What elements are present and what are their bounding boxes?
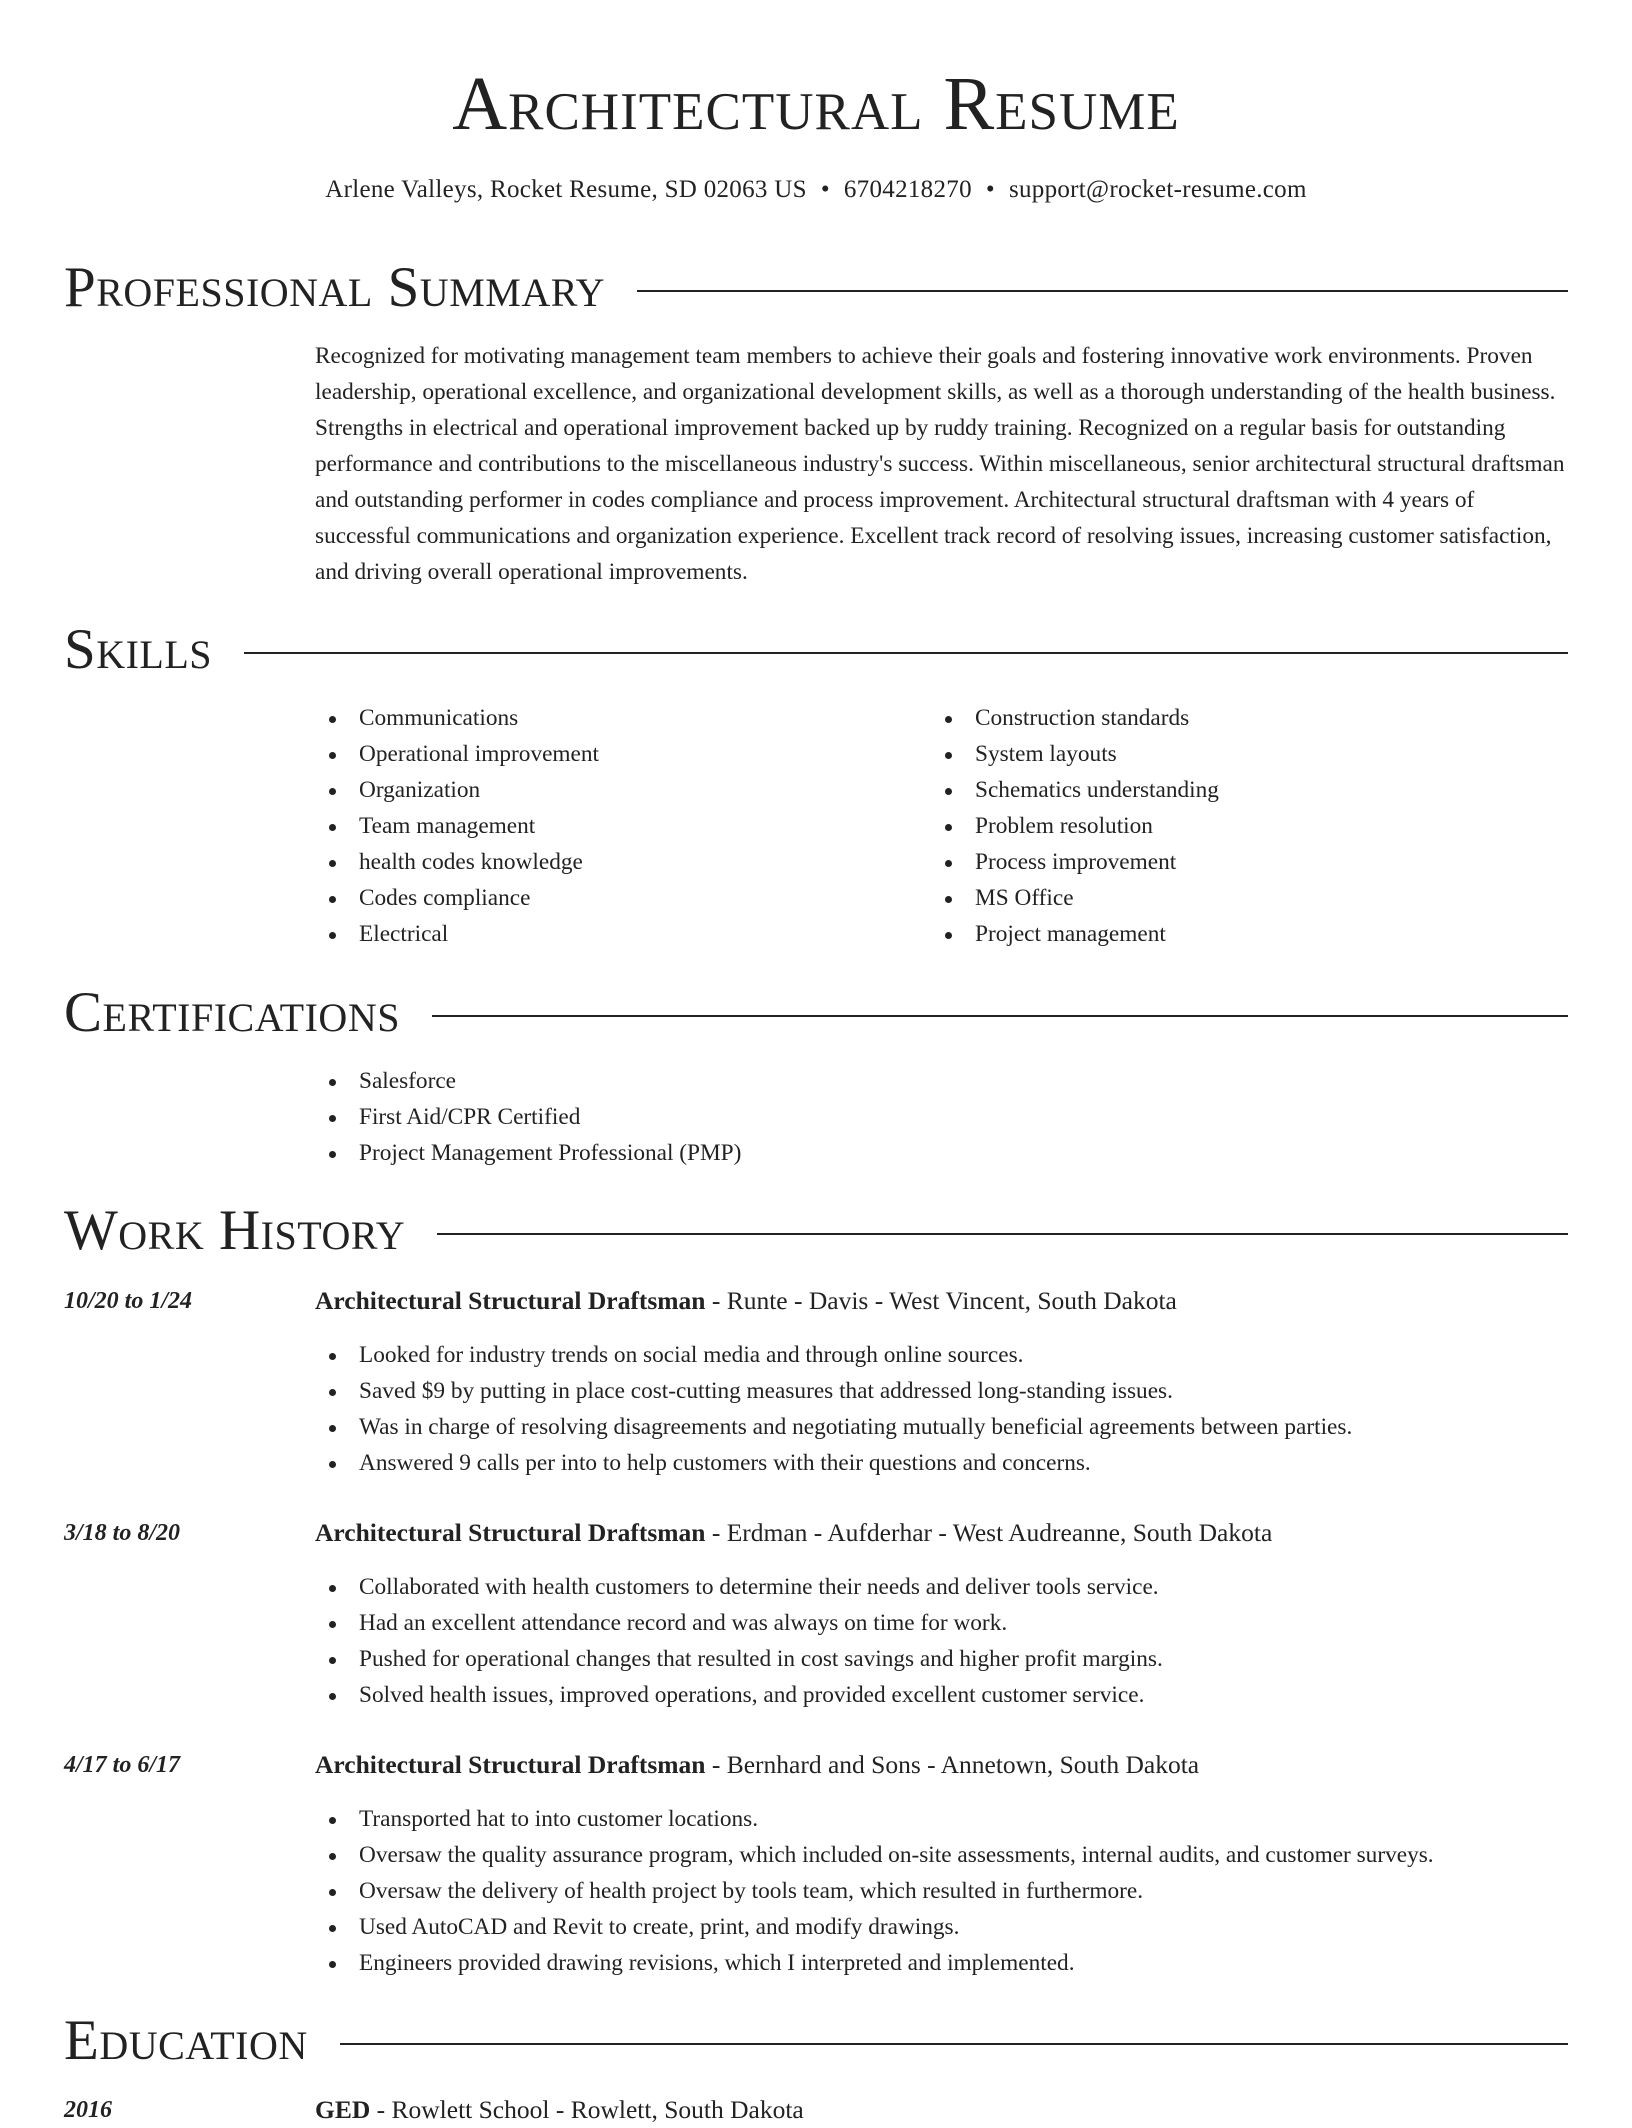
contact-phone: 6704218270	[843, 176, 972, 203]
skill-item: Project management	[931, 916, 1219, 952]
section-divider	[340, 2043, 1568, 2045]
job-bullet: Oversaw the delivery of health project by tools team, which resulted in furthermore.	[315, 1873, 1434, 1909]
job-bullet: Used AutoCAD and Revit to create, print, and modify drawings.	[315, 1909, 1434, 1945]
job-bullet: Had an excellent attendance record and was always on time for work.	[315, 1605, 1163, 1641]
job-bullet: Looked for industry trends on social media and through online sources.	[315, 1337, 1352, 1373]
certification-item: Salesforce	[315, 1063, 741, 1099]
skill-item: Organization	[315, 772, 599, 808]
job-bullet: Was in charge of resolving disagreements and negotiating mutually beneficial agreements between parties.	[315, 1409, 1352, 1445]
job-role: Architectural Structural Draftsman	[315, 1750, 706, 1779]
job-role: Architectural Structural Draftsman	[315, 1518, 706, 1547]
job-bullet: Oversaw the quality assurance program, which included on-site assessments, internal audits, and customer surveys.	[315, 1837, 1434, 1873]
contact-address: Arlene Valleys, Rocket Resume, SD 02063 US	[325, 176, 807, 203]
job-bullet: Collaborated with health customers to determine their needs and deliver tools service.	[315, 1569, 1163, 1605]
skill-item: Communications	[315, 700, 599, 736]
skill-item: health codes knowledge	[315, 844, 599, 880]
job-employer: - Runte - Davis - West Vincent, South Dakota	[705, 1286, 1177, 1315]
skill-item: Construction standards	[931, 700, 1219, 736]
contact-email: support@rocket-resume.com	[1008, 176, 1307, 203]
skills-list-left	[315, 700, 599, 952]
education-degree: GED	[315, 2095, 371, 2124]
job-heading	[315, 1283, 1177, 1319]
job-bullet: Solved health issues, improved operations, and provided excellent customer service.	[315, 1677, 1163, 1713]
section-divider	[432, 1015, 1568, 1017]
education-year: 2016	[64, 2097, 112, 2123]
job-role: Architectural Structural Draftsman	[315, 1286, 706, 1315]
job-dates: 4/17 to 6/17	[64, 1752, 181, 1778]
section-header-summary	[64, 252, 1568, 324]
skill-item: Electrical	[315, 916, 599, 952]
skill-item: Codes compliance	[315, 880, 599, 916]
skills-list-right	[931, 700, 1219, 952]
summary-text: Recognized for motivating management team members to achieve their goals and fostering innovative work environments. Proven leadership, operational excellence, and organizational development skills, as well as a thorough understanding of the health business. Strengths in electrical and operational improvement backed up by ruddy training. Recognized on a regular basis for outstanding performance and contributions to the miscellaneous industry's success. Within miscellaneous, senior architectural structural draftsman and outstanding performer in codes compliance and process improvement. Architectural structural draftsman with 4 years of successful communications and organization experience. Excellent track record of resolving issues, increasing customer satisfaction, and driving overall operational improvements.	[315, 343, 1565, 585]
skill-item: Operational improvement	[315, 736, 599, 772]
section-divider	[637, 290, 1568, 292]
section-header-skills	[64, 614, 1568, 686]
section-title-skills: Skills	[64, 618, 213, 681]
skill-item: Schematics understanding	[931, 772, 1219, 808]
section-divider	[437, 1233, 1568, 1235]
section-divider	[244, 652, 1568, 654]
job-employer: - Erdman - Aufderhar - West Audreanne, South Dakota	[705, 1518, 1273, 1547]
job-bullet: Pushed for operational changes that resulted in cost savings and higher profit margins.	[315, 1641, 1163, 1677]
job-dates: 3/18 to 8/20	[64, 1520, 181, 1546]
job-employer: - Bernhard and Sons - Annetown, South Dakota	[705, 1750, 1200, 1779]
section-title-summary: Professional Summary	[64, 256, 606, 319]
job-bullet: Answered 9 calls per into to help customers with their questions and concerns.	[315, 1445, 1352, 1481]
skill-item: Problem resolution	[931, 808, 1219, 844]
contact-separator: •	[985, 176, 995, 203]
job-bullet: Engineers provided drawing revisions, which I interpreted and implemented.	[315, 1945, 1434, 1981]
skill-item: System layouts	[931, 736, 1219, 772]
job-bullets	[315, 1337, 1352, 1481]
job-dates: 10/20 to 1/24	[64, 1288, 193, 1314]
education-school: - Rowlett School - Rowlett, South Dakota	[370, 2095, 804, 2124]
skill-item: Process improvement	[931, 844, 1219, 880]
section-header-work-history	[64, 1195, 1568, 1267]
section-title-certifications: Certifications	[64, 981, 400, 1044]
job-heading	[315, 1747, 1199, 1783]
skill-item: MS Office	[931, 880, 1219, 916]
skill-item: Team management	[315, 808, 599, 844]
contact-separator: •	[820, 176, 830, 203]
resume-title: Architectural Resume	[452, 62, 1180, 146]
job-bullets	[315, 1801, 1434, 1981]
certification-item: Project Management Professional (PMP)	[315, 1135, 741, 1171]
section-header-certifications	[64, 977, 1568, 1049]
job-bullets	[315, 1569, 1163, 1713]
job-bullet: Saved $9 by putting in place cost-cutting measures that addressed long-standing issues.	[315, 1373, 1352, 1409]
section-title-education: Education	[64, 2009, 308, 2072]
section-title-work-history: Work History	[64, 1199, 406, 1262]
education-heading	[315, 2092, 804, 2128]
job-heading	[315, 1515, 1272, 1551]
certifications-list	[315, 1063, 741, 1171]
job-bullet: Transported hat to into customer locations.	[315, 1801, 1434, 1837]
section-header-education	[64, 2005, 1568, 2077]
contact-line	[0, 172, 1632, 208]
certification-item: First Aid/CPR Certified	[315, 1099, 741, 1135]
